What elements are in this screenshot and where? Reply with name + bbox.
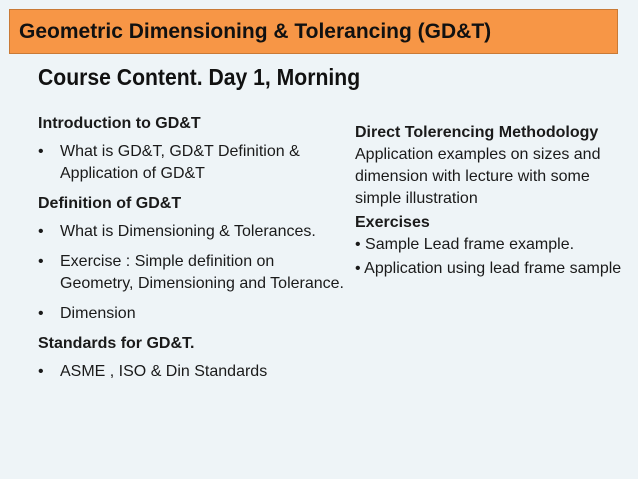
- bullet-icon: •: [38, 363, 44, 380]
- slide-title-bar: [9, 9, 618, 54]
- slide-title: Geometric Dimensioning & Tolerancing (GD&T): [19, 19, 492, 43]
- list-item: • Sample Lead frame example.: [355, 236, 575, 253]
- left-column: [38, 113, 348, 391]
- bullet-icon: •: [38, 305, 44, 322]
- list-item: • Application using lead frame sample: [355, 260, 622, 277]
- section-paragraph: Application examples on sizes and dimension with lecture with some simple illustration: [355, 146, 601, 207]
- section-standards: [38, 333, 348, 383]
- section-heading: Exercises: [355, 214, 430, 231]
- right-column: [355, 122, 625, 282]
- section-heading: Introduction to GD&T: [38, 115, 201, 132]
- section-heading: Standards for GD&T.: [38, 335, 195, 352]
- slide-subtitle: Course Content. Day 1, Morning: [38, 64, 361, 90]
- list-item: [38, 303, 348, 325]
- section-heading: Direct Tolerencing Methodology: [355, 124, 599, 141]
- section-heading: Definition of GD&T: [38, 195, 182, 212]
- bullet-icon: •: [38, 143, 44, 160]
- list-item: [38, 251, 348, 295]
- list-item-text: What is GD&T, GD&T Definition & Application of GD&T: [60, 143, 300, 182]
- list-item: [38, 221, 348, 243]
- bullet-icon: •: [38, 223, 44, 240]
- list-item-text: ASME , ISO & Din Standards: [60, 363, 268, 380]
- list-item: [38, 141, 348, 185]
- list-item: [38, 361, 348, 383]
- list-item-text: What is Dimensioning & Tolerances.: [60, 223, 316, 240]
- list-item-text: Dimension: [60, 305, 136, 322]
- list-item-text: Exercise : Simple definition on Geometry, Dimensioning and Tolerance.: [60, 253, 344, 292]
- section-introduction: [38, 113, 348, 185]
- bullet-icon: •: [38, 253, 44, 270]
- section-definition: [38, 193, 348, 325]
